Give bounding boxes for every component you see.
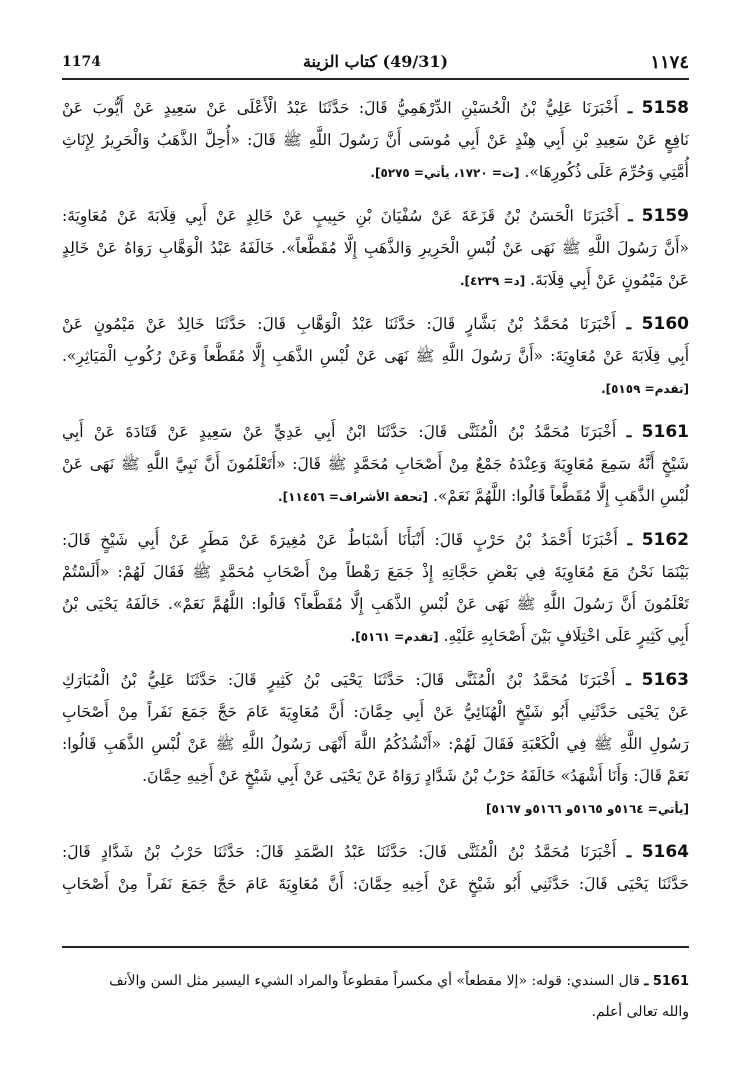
hadith-text: أُمَّتِي وَحُرِّمَ عَلَى ذُكُورِهَا». (524, 163, 689, 181)
footnote-number: 5161 (652, 974, 689, 989)
footnote-text: والله تعالى أعلم. (591, 1004, 689, 1020)
hadith-text: أَخْبَرَنَا الْحَسَنُ بْنُ قَزَعَةَ عَنْ سُفْيَانَ بْنِ حَبِيبٍ عَنْ خَالِدٍ عَنْ أَبِي قِلَابَةَ عَنْ مُعَاوِيَةَ: (62, 207, 619, 225)
page-title: (49/31) كتاب الزينة (302, 52, 449, 71)
hadith-5163: 5163 ـ أَخْبَرَنَا مُحَمَّدُ بْنُ الْمُثَنَّى قَالَ: حَدَّثَنَا يَحْيَى بْنُ كَثِيرٍ قَالَ: حَدَّثَنَا عَلِيُّ بْنُ الْمُبَارَكِ عَنْ يَحْيَى حَدَّثَنِي أَبُو شَيْخٍ الْهُنَائِيُّ عَنْ أَبِي حِمَّانَ: أَنَّ مُعَاوِيَةَ عَامَ حَجَّ جَمَعَ نَفَراً مِنْ أَصْحَابِ رَسُولِ اللَّهِ ﷺ فِي الْكَعْبَةِ فَقَالَ لَهُمْ: «أَنْشُدُكُمُ اللَّهَ أَنْهَى رَسُولُ اللَّهِ ﷺ عَنْ لُبْسِ الذَّهَبِ قَالُوا: نَعَمْ قَالَ: وَأَنَا أَشْهَدُ» خَالَفَهُ حَرْبُ بْنُ شَدَّادٍ رَوَاهُ عَنْ يَحْيَى عَنْ أَبِي شَيْخٍ عَنْ أَخِيهِ حِمَّانَ. [يأتي= ٥١٦٤و ٥١٦٥و ٥١٦٦و ٥١٦٧] (62, 670, 689, 816)
hadith-text: أَخْبَرَنَا أَحْمَدُ بْنُ حَرْبٍ قَالَ: أَنْبَأَنَا أَسْبَاطٌ عَنْ مُغِيرَةَ عَنْ مَطَرٍ عَنْ أَبِي شَيْخٍ قَالَ: (62, 531, 618, 549)
page-number-arabic: ١١٧٤ (650, 52, 689, 73)
hadith-5159: 5159 ـ أَخْبَرَنَا الْحَسَنُ بْنُ قَزَعَةَ عَنْ سُفْيَانَ بْنِ حَبِيبٍ عَنْ خَالِدٍ عَنْ أَبِي قِلَابَةَ عَنْ مُعَاوِيَةَ: «أَنَّ رَسُولَ اللَّهِ ﷺ نَهَى عَنْ لُبْسِ الْحَرِيرِ وَالذَّهَبِ إِلَّا مُقَطَّعاً». خَالَفَهُ عَبْدُ الْوَهَّابِ رَوَاهُ عَنْ خَالِدٍ عَنْ مَيْمُونٍ عَنْ أَبِي قِلَابَةَ. [د= ٤٢٣٩]. (62, 206, 689, 289)
hadith-text: أَخْبَرَنَا عَلِيُّ بْنُ الْحُسَيْنِ الدِّرْهَمِيُّ قَالَ: حَدَّثَنَا عَبْدُ الْأَعْلَى عَنْ سَعِيدٍ عَنْ أَيُّوبَ عَنْ (62, 99, 619, 117)
hadith-number: 5159 (641, 206, 689, 226)
hadith-text: أَخْبَرَنَا مُحَمَّدُ بْنُ الْمُثَنَّى قَالَ: حَدَّثَنَا ابْنُ أَبِي عَدِيٍّ عَنْ سَعِيدٍ عَنْ قَتَادَةَ عَنْ أَبِي (62, 423, 617, 441)
hadith-text: أَبِي كَثِيرٍ عَلَى اخْتِلَافٍ بَيْنَ أَصْحَابِهِ عَلَيْهِ. (443, 627, 689, 645)
footnote-text: قال السندي: قوله: «إلا مقطعاً» أي مكسراً مقطوعاً والمراد الشيء اليسير مثل السن والأنف (109, 973, 640, 989)
hadith-text: أَخْبَرَنَا مُحَمَّدُ بْنُ الْمُثَنَّى قَالَ: حَدَّثَنَا عَبْدُ الصَّمَدِ قَالَ: حَدَّثَنَا حَرْبُ بْنُ شَدَّادٍ قَالَ: (62, 843, 617, 861)
hadith-5161: 5161 ـ أَخْبَرَنَا مُحَمَّدُ بْنُ الْمُثَنَّى قَالَ: حَدَّثَنَا ابْنُ أَبِي عَدِيٍّ عَنْ سَعِيدٍ عَنْ قَتَادَةَ عَنْ أَبِي شَيْخٍ أَنَّهُ سَمِعَ مُعَاوِيَةَ وَعِنْدَهُ جَمْعٌ مِنْ أَصْحَابِ مُحَمَّدٍ ﷺ قَالَ: «أَتَعْلَمُونَ أَنَّ نَبِيَّ اللَّهِ ﷺ نَهَى عَنْ لُبْسِ الذَّهَبِ إِلَّا مُقَطَّعاً قَالُوا: اللَّهُمَّ نَعَمْ». [تحفة الأشراف= ١١٤٥٦]. (62, 422, 689, 505)
hadith-number: 5161 (641, 422, 689, 442)
hadith-5162: 5162 ـ أَخْبَرَنَا أَحْمَدُ بْنُ حَرْبٍ قَالَ: أَنْبَأَنَا أَسْبَاطٌ عَنْ مُغِيرَةَ عَنْ مَطَرٍ عَنْ أَبِي شَيْخٍ قَالَ: بَيْنَمَا نَحْنُ مَعَ مُعَاوِيَةَ فِي بَعْضِ حَجَّاتِهِ إِذْ جَمَعَ رَهْطاً مِنْ أَصْحَابِ مُحَمَّدٍ ﷺ فَقَالَ لَهُمْ: «أَلَسْتُمْ تَعْلَمُونَ أَنَّ رَسُولَ اللَّهِ ﷺ نَهَى عَنْ لُبْسِ الذَّهَبِ إِلَّا مُقَطَّعاً؟ قَالُوا: اللَّهُمَّ نَعَمْ». خَالَفَهُ يَحْيَى بْنُ أَبِي كَثِيرٍ عَلَى اخْتِلَافٍ بَيْنَ أَصْحَابِهِ عَلَيْهِ. [تقدم= ٥١٦١]. (62, 530, 689, 645)
hadith-number: 5158 (641, 98, 689, 118)
hadith-reference: [يأتي= ٥١٦٤و ٥١٦٥و ٥١٦٦و ٥١٦٧] (486, 802, 689, 816)
hadith-reference: [د= ٤٢٣٩]. (459, 274, 526, 288)
hadith-text: نَعَمْ قَالَ: وَأَنَا أَشْهَدُ» خَالَفَهُ حَرْبُ بْنُ شَدَّادٍ رَوَاهُ عَنْ يَحْيَى عَنْ أَبِي شَيْخٍ عَنْ أَخِيهِ حِمَّانَ. (142, 767, 689, 785)
hadith-text: تَعْلَمُونَ أَنَّ رَسُولَ اللَّهِ ﷺ نَهَى عَنْ لُبْسِ الذَّهَبِ إِلَّا مُقَطَّعاً؟ قَالُوا: اللَّهُمَّ نَعَمْ». خَالَفَهُ يَحْيَى بْنُ (62, 595, 689, 613)
hadith-5164: 5164 ـ أَخْبَرَنَا مُحَمَّدُ بْنُ الْمُثَنَّى قَالَ: حَدَّثَنَا عَبْدُ الصَّمَدِ قَالَ: حَدَّثَنَا حَرْبُ بْنُ شَدَّادٍ قَالَ: حَدَّثَنَا يَحْيَى قَالَ: حَدَّثَنِي أَبُو شَيْخٍ عَنْ أَخِيهِ حِمَّانَ: أَنَّ مُعَاوِيَةَ عَامَ حَجَّ جَمَعَ نَفَراً مِنْ أَصْحَابِ (62, 836, 689, 900)
hadith-reference: [ت= ١٧٢٠، يأتي= ٥٢٧٥]. (370, 166, 520, 180)
hadith-list (62, 92, 689, 912)
hadith-number: 5162 (641, 530, 689, 550)
hadith-number: 5160 (641, 314, 689, 334)
hadith-5160: 5160 ـ أَخْبَرَنَا مُحَمَّدُ بْنُ بَشَّارٍ قَالَ: حَدَّثَنَا عَبْدُ الْوَهَّابِ قَالَ: حَدَّثَنَا خَالِدٌ عَنْ مَيْمُونٍ عَنْ أَبِي قِلَابَةَ عَنْ مُعَاوِيَةَ: «أَنَّ رَسُولَ اللَّهِ ﷺ نَهَى عَنْ لُبْسِ الذَّهَبِ إِلَّا مُقَطَّعاً وَعَنْ رُكُوبِ الْمَيَاثِرِ». [تقدم= ٥١٥٩]. (62, 314, 689, 396)
hadith-text: رَسُولِ اللَّهِ ﷺ فِي الْكَعْبَةِ فَقَالَ لَهُمْ: «أَنْشُدُكُمُ اللَّهَ أَنْهَى رَسُولُ اللَّهِ ﷺ عَنْ لُبْسِ الذَّهَبِ قَالُوا: (62, 735, 689, 753)
hadith-reference: [تحفة الأشراف= ١١٤٥٦]. (278, 490, 429, 504)
hadith-text: أَخْبَرَنَا مُحَمَّدُ بْنُ بَشَّارٍ قَالَ: حَدَّثَنَا عَبْدُ الْوَهَّابِ قَالَ: حَدَّثَنَا خَالِدٌ عَنْ مَيْمُونٍ عَنْ (62, 315, 616, 333)
hadith-text: حَدَّثَنَا يَحْيَى قَالَ: حَدَّثَنِي أَبُو شَيْخٍ عَنْ أَخِيهِ حِمَّانَ: أَنَّ مُعَاوِيَةَ عَامَ حَجَّ جَمَعَ نَفَراً مِنْ أَصْحَابِ (62, 875, 689, 893)
hadith-text: أَبِي قِلَابَةَ عَنْ مُعَاوِيَةَ: «أَنَّ رَسُولَ اللَّهِ ﷺ نَهَى عَنْ لُبْسِ الذَّهَبِ إِلَّا مُقَطَّعاً وَعَنْ رُكُوبِ الْمَيَاثِرِ». (62, 347, 689, 365)
hadith-text: «أَنَّ رَسُولَ اللَّهِ ﷺ نَهَى عَنْ لُبْسِ الْحَرِيرِ وَالذَّهَبِ إِلَّا مُقَطَّعاً». خَالَفَهُ عَبْدُ الْوَهَّابِ رَوَاهُ عَنْ خَالِدٍ (62, 239, 689, 257)
hadith-number: 5164 (641, 842, 689, 862)
footnote: 5161 ـ قال السندي: قوله: «إلا مقطعاً» أي مكسراً مقطوعاً والمراد الشيء اليسير مثل السن والأنف والله تعالى أعلم. (62, 946, 689, 1027)
hadith-text: نَافِعٍ عَنْ سَعِيدِ بْنِ أَبِي هِنْدٍ عَنْ أَبِي مُوسَى أَنَّ رَسُولَ اللَّهِ ﷺ قَالَ: «أُحِلَّ الذَّهَبُ وَالْحَرِيرُ لِإِنَاثِ (62, 131, 689, 149)
hadith-text: شَيْخٍ أَنَّهُ سَمِعَ مُعَاوِيَةَ وَعِنْدَهُ جَمْعٌ مِنْ أَصْحَابِ مُحَمَّدٍ ﷺ قَالَ: «أَتَعْلَمُونَ أَنَّ نَبِيَّ اللَّهِ ﷺ نَهَى عَنْ (62, 455, 689, 473)
hadith-text: أَخْبَرَنَا مُحَمَّدُ بْنُ الْمُثَنَّى قَالَ: حَدَّثَنَا يَحْيَى بْنُ كَثِيرٍ قَالَ: حَدَّثَنَا عَلِيُّ بْنُ الْمُبَارَكِ (62, 671, 616, 689)
hadith-5158: 5158 ـ أَخْبَرَنَا عَلِيُّ بْنُ الْحُسَيْنِ الدِّرْهَمِيُّ قَالَ: حَدَّثَنَا عَبْدُ الْأَعْلَى عَنْ سَعِيدٍ عَنْ أَيُّوبَ عَنْ نَافِعٍ عَنْ سَعِيدِ بْنِ أَبِي هِنْدٍ عَنْ أَبِي مُوسَى أَنَّ رَسُولَ اللَّهِ ﷺ قَالَ: «أُحِلَّ الذَّهَبُ وَالْحَرِيرُ لِإِنَاثِ أُمَّتِي وَحُرِّمَ عَلَى ذُكُورِهَا». [ت= ١٧٢٠، يأتي= ٥٢٧٥]. (62, 98, 689, 181)
hadith-text: عَنْ مَيْمُونٍ عَنْ أَبِي قِلَابَةَ. (530, 271, 689, 289)
hadith-text: لُبْسِ الذَّهَبِ إِلَّا مُقَطَّعاً قَالُوا: اللَّهُمَّ نَعَمْ». (432, 487, 689, 505)
hadith-reference: [تقدم= ٥١٥٩]. (601, 382, 689, 396)
hadith-number: 5163 (641, 670, 689, 690)
hadith-reference: [تقدم= ٥١٦١]. (350, 630, 439, 644)
hadith-text: عَنْ يَحْيَى حَدَّثَنِي أَبُو شَيْخٍ الْهُنَائِيُّ عَنْ أَبِي حِمَّانَ: أَنَّ مُعَاوِيَةَ عَامَ حَجَّ جَمَعَ نَفَراً مِنْ أَصْحَابِ (62, 703, 689, 721)
page-number-latin: 1174 (62, 54, 101, 70)
hadith-text: بَيْنَمَا نَحْنُ مَعَ مُعَاوِيَةَ فِي بَعْضِ حَجَّاتِهِ إِذْ جَمَعَ رَهْطاً مِنْ أَصْحَابِ مُحَمَّدٍ ﷺ فَقَالَ لَهُمْ: «أَلَسْتُمْ (62, 563, 689, 581)
page-header (62, 48, 689, 80)
